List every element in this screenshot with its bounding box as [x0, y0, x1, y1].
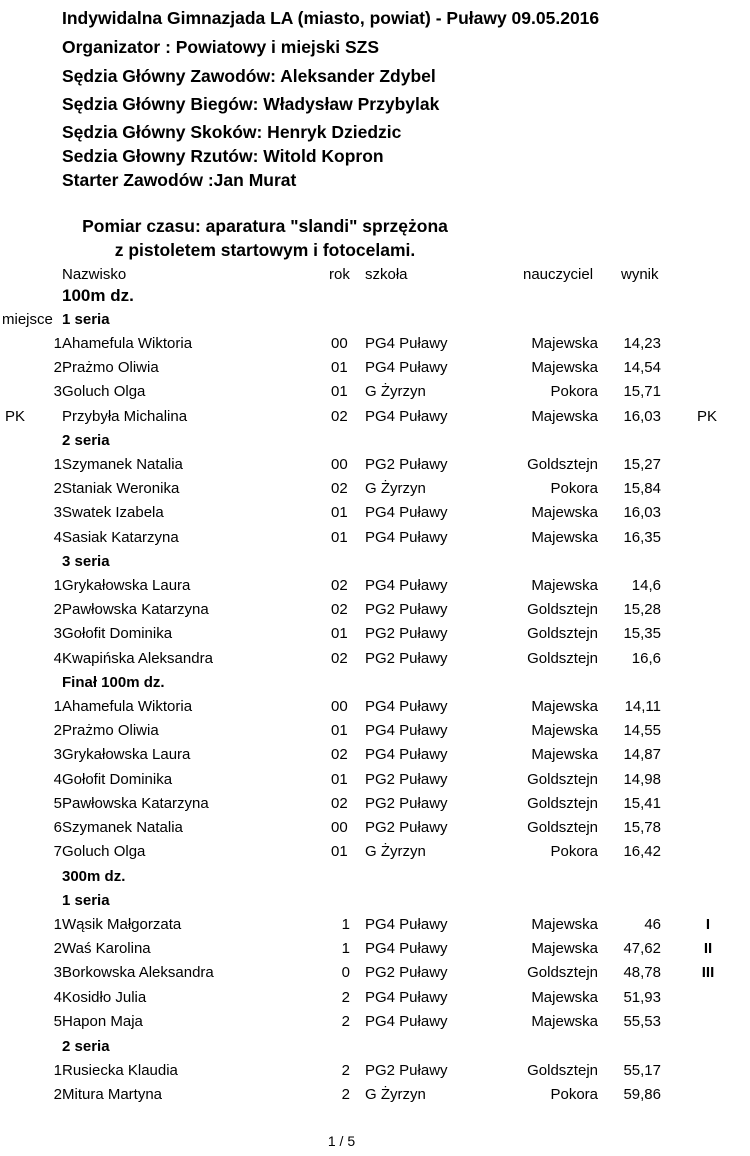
result-row — [0, 819, 750, 841]
result-cell: 55,17 — [623, 1062, 661, 1079]
year-cell: 1 — [341, 916, 350, 933]
place-cell: 2 — [53, 722, 62, 740]
result-row — [0, 698, 750, 720]
heat-title: 1 seria — [62, 311, 110, 328]
heat-title: 1 seria — [62, 892, 110, 909]
name-cell: Wąsik Małgorzata — [62, 916, 182, 933]
result-row — [0, 843, 750, 865]
result-row — [0, 408, 750, 430]
result-cell: 46 — [644, 916, 661, 933]
judge-line-jumps: Sędzia Główny Skoków: Henryk Dziedzic — [62, 122, 402, 142]
place-cell: 4 — [53, 988, 62, 1006]
result-cell: 16,03 — [623, 407, 661, 425]
page-number: 1 / 5 — [327, 1133, 356, 1149]
place-cell: 1 — [53, 577, 62, 594]
column-header-name: Nazwisko — [62, 266, 127, 283]
name-cell: Hapon Maja — [62, 1012, 143, 1030]
teacher-cell: Majewska — [531, 988, 598, 1006]
result-cell: 16,42 — [623, 843, 661, 861]
place-cell: 2 — [53, 601, 62, 619]
place-cell: 4 — [53, 770, 62, 788]
name-cell: Borkowska Aleksandra — [62, 964, 214, 982]
place-cell: 3 — [53, 383, 62, 401]
teacher-cell: Goldsztejn — [527, 770, 598, 788]
result-cell: 48,78 — [623, 964, 661, 982]
year-cell: 00 — [331, 698, 348, 715]
year-cell: 0 — [341, 964, 350, 982]
name-cell: Sasiak Katarzyna — [62, 528, 179, 546]
column-header-place: miejsce — [2, 311, 53, 328]
name-cell: Kwapińska Aleksandra — [62, 649, 213, 667]
place-cell: 7 — [53, 843, 62, 861]
teacher-cell: Majewska — [531, 577, 598, 594]
result-cell: 14,11 — [624, 698, 661, 715]
result-cell: 14,54 — [623, 359, 661, 377]
result-cell: 15,78 — [623, 819, 661, 836]
result-cell: 15,41 — [623, 794, 661, 812]
school-cell: PG4 Puławy — [365, 528, 448, 546]
school-cell: PG4 Puławy — [365, 940, 448, 958]
teacher-cell: Pokora — [550, 480, 598, 498]
name-cell: Prażmo Oliwia — [62, 722, 159, 740]
place-cell: 6 — [53, 819, 62, 836]
result-row — [0, 383, 750, 405]
result-row — [0, 601, 750, 623]
place-cell: 2 — [53, 359, 62, 377]
result-row — [0, 940, 750, 962]
mark-cell: III — [701, 964, 715, 982]
place-cell: 3 — [53, 964, 62, 982]
teacher-cell: Majewska — [531, 1012, 598, 1030]
school-cell: PG4 Puławy — [365, 698, 448, 715]
year-cell: 01 — [331, 625, 348, 643]
place-cell: 5 — [53, 1012, 62, 1030]
starter-line: Starter Zawodów :Jan Murat — [62, 170, 297, 190]
school-cell: PG4 Puławy — [365, 722, 448, 740]
name-cell: Szymanek Natalia — [62, 456, 183, 473]
result-row — [0, 1062, 750, 1084]
result-row — [0, 335, 750, 357]
final-title: Finał 100m dz. — [62, 674, 165, 691]
place-cell: 2 — [53, 480, 62, 498]
column-header-teacher: nauczyciel — [523, 266, 594, 283]
result-cell: 16,6 — [631, 649, 661, 667]
result-row — [0, 577, 750, 599]
place-cell: 1 — [53, 698, 62, 715]
result-cell: 14,23 — [623, 335, 661, 352]
name-cell: Swatek Izabela — [62, 504, 164, 522]
school-cell: PG2 Puławy — [365, 601, 448, 619]
school-cell: PG2 Puławy — [365, 649, 448, 667]
result-cell: 51,93 — [623, 988, 661, 1006]
event-title-300m: 300m dz. — [62, 868, 126, 885]
result-cell: 47,62 — [623, 940, 661, 958]
name-cell: Grykałowska Laura — [62, 746, 191, 764]
year-cell: 2 — [341, 988, 350, 1006]
name-cell: Mitura Martyna — [62, 1086, 163, 1104]
result-cell: 14,6 — [631, 577, 661, 594]
year-cell: 02 — [331, 746, 348, 764]
result-row — [0, 456, 750, 478]
school-cell: G Żyrzyn — [365, 383, 426, 401]
column-header-year: rok — [329, 266, 350, 283]
result-cell: 55,53 — [623, 1012, 661, 1030]
year-cell: 02 — [331, 577, 348, 594]
school-cell: PG4 Puławy — [365, 916, 448, 933]
teacher-cell: Majewska — [531, 746, 598, 764]
year-cell: 00 — [331, 819, 348, 836]
result-row — [0, 795, 750, 817]
name-cell: Pawłowska Katarzyna — [62, 794, 209, 812]
name-cell: Goluch Olga — [62, 383, 146, 401]
school-cell: PG2 Puławy — [365, 625, 448, 643]
school-cell: G Żyrzyn — [365, 1086, 426, 1104]
year-cell: 01 — [331, 722, 348, 740]
teacher-cell: Pokora — [550, 1086, 598, 1104]
result-cell: 14,98 — [623, 770, 661, 788]
school-cell: PG4 Puławy — [365, 1012, 448, 1030]
school-cell: PG2 Puławy — [365, 794, 448, 812]
year-cell: 01 — [331, 504, 348, 522]
name-cell: Waś Karolina — [62, 940, 151, 958]
timing-note-line2: z pistoletem startowym i fotocelami. — [114, 240, 416, 260]
teacher-cell: Majewska — [531, 528, 598, 546]
name-cell: Goluch Olga — [62, 843, 146, 861]
year-cell: 2 — [341, 1012, 350, 1030]
result-row — [0, 480, 750, 502]
place-cell: 3 — [53, 625, 62, 643]
school-cell: PG2 Puławy — [365, 456, 448, 473]
result-cell: 15,28 — [623, 601, 661, 619]
school-cell: PG4 Puławy — [365, 988, 448, 1006]
year-cell: 00 — [331, 456, 348, 473]
year-cell: 01 — [331, 359, 348, 377]
name-cell: Pawłowska Katarzyna — [62, 601, 209, 619]
school-cell: PG4 Puławy — [365, 504, 448, 522]
teacher-cell: Majewska — [531, 916, 598, 933]
teacher-cell: Goldsztejn — [527, 625, 598, 643]
result-cell: 59,86 — [623, 1086, 661, 1104]
year-cell: 02 — [331, 407, 348, 425]
judge-line-throws: Sedzia Głowny Rzutów: Witold Kopron — [62, 146, 384, 166]
result-row — [0, 916, 750, 938]
result-cell: 14,55 — [623, 722, 661, 740]
teacher-cell: Goldsztejn — [527, 649, 598, 667]
teacher-cell: Goldsztejn — [527, 794, 598, 812]
teacher-cell: Goldsztejn — [527, 601, 598, 619]
result-row — [0, 650, 750, 672]
teacher-cell: Majewska — [531, 698, 598, 715]
school-cell: PG4 Puławy — [365, 407, 448, 425]
judge-line-runs: Sędzia Główny Biegów: Władysław Przybylak — [62, 94, 440, 114]
name-cell: Szymanek Natalia — [62, 819, 183, 836]
name-cell: Prażmo Oliwia — [62, 359, 159, 377]
place-cell: 1 — [53, 335, 62, 352]
result-cell: 15,71 — [623, 383, 661, 401]
teacher-cell: Goldsztejn — [527, 964, 598, 982]
result-cell: 16,03 — [623, 504, 661, 522]
place-cell: PK — [5, 407, 26, 425]
column-header-result: wynik — [621, 266, 659, 283]
result-cell: 14,87 — [623, 746, 661, 764]
teacher-cell: Pokora — [550, 843, 598, 861]
result-cell: 15,35 — [623, 625, 661, 643]
school-cell: PG4 Puławy — [365, 577, 448, 594]
result-row — [0, 722, 750, 744]
teacher-cell: Majewska — [531, 504, 598, 522]
place-cell: 1 — [53, 456, 62, 473]
name-cell: Rusiecka Klaudia — [62, 1062, 178, 1079]
result-cell: 16,35 — [623, 528, 661, 546]
teacher-cell: Majewska — [531, 722, 598, 740]
year-cell: 02 — [331, 480, 348, 498]
result-row — [0, 989, 750, 1011]
result-row — [0, 771, 750, 793]
teacher-cell: Pokora — [550, 383, 598, 401]
school-cell: PG4 Puławy — [365, 746, 448, 764]
place-cell: 2 — [53, 940, 62, 958]
place-cell: 4 — [53, 528, 62, 546]
school-cell: PG4 Puławy — [365, 359, 448, 377]
place-cell: 5 — [53, 794, 62, 812]
timing-note-line1: Pomiar czasu: aparatura "slandi" sprzężona — [82, 216, 448, 236]
school-cell: PG2 Puławy — [365, 770, 448, 788]
column-header-school: szkoła — [365, 266, 408, 283]
year-cell: 02 — [331, 601, 348, 619]
school-cell: G Żyrzyn — [365, 843, 426, 861]
name-cell: Ahamefula Wiktoria — [62, 698, 193, 715]
place-cell: 3 — [53, 746, 62, 764]
name-cell: Kosidło Julia — [62, 988, 147, 1006]
year-cell: 2 — [341, 1062, 350, 1079]
year-cell: 2 — [341, 1086, 350, 1104]
teacher-cell: Majewska — [531, 335, 598, 352]
result-cell: 15,84 — [623, 480, 661, 498]
school-cell: PG2 Puławy — [365, 1062, 448, 1079]
mark-cell: II — [703, 940, 713, 958]
place-cell: 4 — [53, 649, 62, 667]
school-cell: PG2 Puławy — [365, 819, 448, 836]
year-cell: 01 — [331, 528, 348, 546]
result-row — [0, 504, 750, 526]
school-cell: G Żyrzyn — [365, 480, 426, 498]
event-title-100m: 100m dz. — [62, 286, 134, 305]
result-cell: 15,27 — [623, 456, 661, 473]
result-row — [0, 964, 750, 986]
result-row — [0, 625, 750, 647]
year-cell: 00 — [331, 335, 348, 352]
heat-title: 2 seria — [62, 1038, 110, 1055]
name-cell: Gołofit Dominika — [62, 625, 173, 643]
name-cell: Grykałowska Laura — [62, 577, 191, 594]
result-row — [0, 359, 750, 381]
result-row — [0, 746, 750, 768]
school-cell: PG4 Puławy — [365, 335, 448, 352]
heat-title: 3 seria — [62, 553, 110, 570]
teacher-cell: Majewska — [531, 940, 598, 958]
result-row — [0, 1086, 750, 1108]
year-cell: 01 — [331, 843, 348, 861]
mark-cell: PK — [697, 407, 718, 425]
teacher-cell: Majewska — [531, 359, 598, 377]
year-cell: 01 — [331, 770, 348, 788]
year-cell: 1 — [341, 940, 350, 958]
organizer-line: Organizator : Powiatowy i miejski SZS — [62, 37, 380, 57]
document-title: Indywidalna Gimnazjada LA (miasto, powiat) - Puławy 09.05.2016 — [62, 8, 600, 28]
teacher-cell: Majewska — [531, 407, 598, 425]
teacher-cell: Goldsztejn — [527, 456, 598, 473]
teacher-cell: Goldsztejn — [527, 819, 598, 836]
school-cell: PG2 Puławy — [365, 964, 448, 982]
mark-cell: I — [705, 916, 711, 933]
result-row — [0, 1013, 750, 1035]
year-cell: 01 — [331, 383, 348, 401]
name-cell: Przybyła Michalina — [62, 407, 188, 425]
heat-title: 2 seria — [62, 432, 110, 449]
place-cell: 3 — [53, 504, 62, 522]
place-cell: 1 — [53, 916, 62, 933]
teacher-cell: Goldsztejn — [527, 1062, 598, 1079]
result-row — [0, 529, 750, 551]
place-cell: 1 — [53, 1062, 62, 1079]
year-cell: 02 — [331, 649, 348, 667]
judge-line-main: Sędzia Główny Zawodów: Aleksander Zdybel — [62, 66, 436, 86]
year-cell: 02 — [331, 794, 348, 812]
name-cell: Staniak Weronika — [62, 480, 180, 498]
name-cell: Gołofit Dominika — [62, 770, 173, 788]
place-cell: 2 — [53, 1086, 62, 1104]
name-cell: Ahamefula Wiktoria — [62, 335, 193, 352]
